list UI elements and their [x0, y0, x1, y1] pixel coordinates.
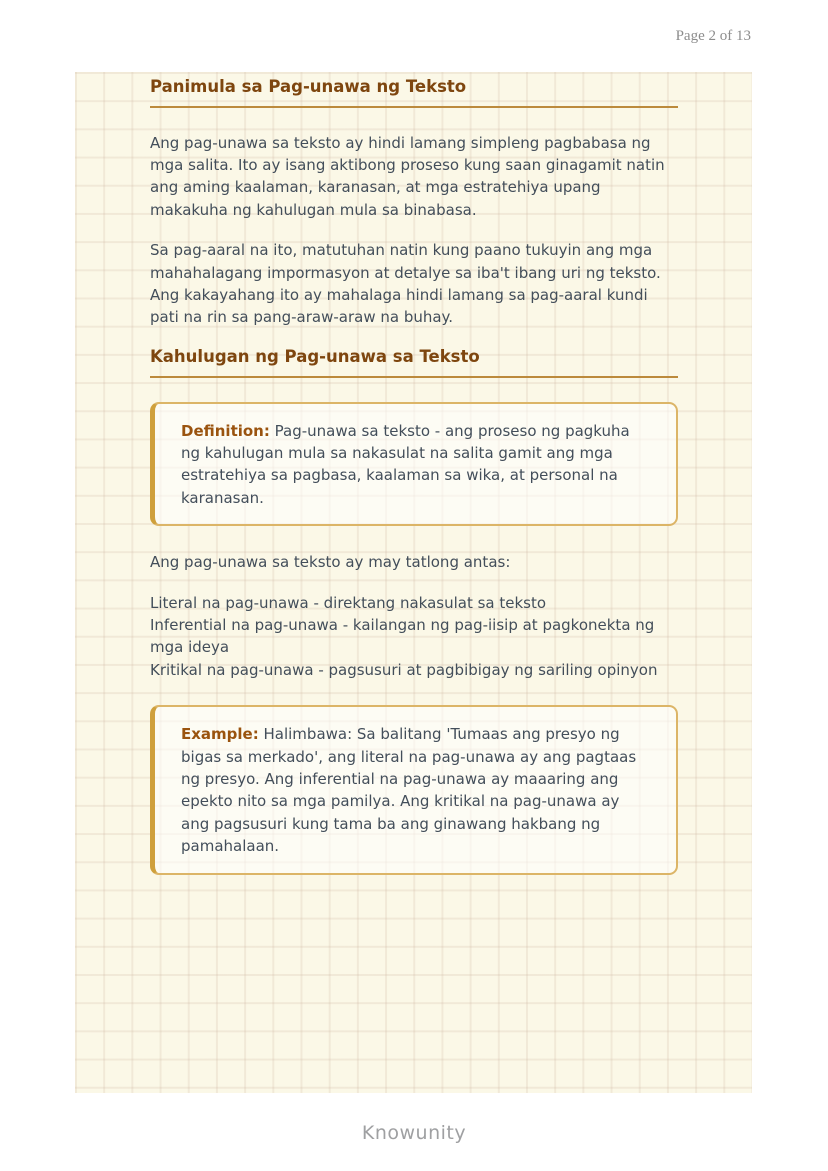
- definition-box: [150, 402, 678, 527]
- levels-intro-line: Ang pag-unawa sa teksto ay may tatlong antas:: [150, 553, 511, 572]
- example-box: [150, 705, 678, 874]
- level-item-kritikal: Kritikal na pag-unawa - pagsusuri at pagbibigay ng sariling opinyon: [150, 660, 658, 679]
- note-content: [75, 72, 752, 875]
- level-item-literal: Literal na pag-unawa - direktang nakasulat sa teksto: [150, 593, 547, 612]
- footer-brand: Knowunity: [361, 1122, 467, 1144]
- section-heading-panimula: Panimula sa Pag-unawa ng Teksto: [150, 77, 678, 108]
- section-heading-kahulugan: Kahulugan ng Pag-unawa sa Teksto: [150, 347, 678, 378]
- definition-text: Pag-unawa sa teksto - ang proseso ng pagkuha ng kahulugan mula sa nakasulat na salita gamit ang mga estratehiya sa pagbasa, kaalaman sa wika, at personal na karanasan.: [181, 421, 630, 507]
- note-sheet: [75, 72, 752, 1093]
- level-item-inferential: Inferential na pag-unawa - kailangan ng pag-iisip at pagkonekta ng mga ideya: [150, 615, 655, 657]
- example-text: Halimbawa: Sa balitang 'Tumaas ang presyo ng bigas sa merkado', ang literal na pag-unawa ay ang pagtaas ng presyo. Ang inferential na pag-unawa ay maaaring ang epekto nito sa mga pamilya. Ang kritikal na pag-unawa ay ang pagsusuri kung tama ba ang ginawang hakbang ng pamahalaan.: [181, 725, 637, 856]
- paragraph-intro-2: Sa pag-aaral na ito, matutuhan natin kung paano tukuyin ang mga mahahalagang impormasyon at detalye sa iba't ibang uri ng teksto. Ang kakayahang ito ay mahalaga hindi lamang sa pag-aaral kundi pati na rin sa pang-araw-araw na buhay.: [150, 241, 661, 327]
- example-label: Example:: [181, 725, 259, 744]
- definition-label: Definition:: [181, 421, 270, 440]
- paragraph-intro-1: Ang pag-unawa sa teksto ay hindi lamang simpleng pagbabasa ng mga salita. Ito ay isang aktibong proseso kung saan ginagamit natin ang aming kaalaman, karanasan, at mga estratehiya upang makakuha ng kahulugan mula sa binabasa.: [150, 133, 665, 219]
- page-indicator: Page 2 of 13: [675, 28, 751, 44]
- comprehension-levels-list: [150, 592, 678, 682]
